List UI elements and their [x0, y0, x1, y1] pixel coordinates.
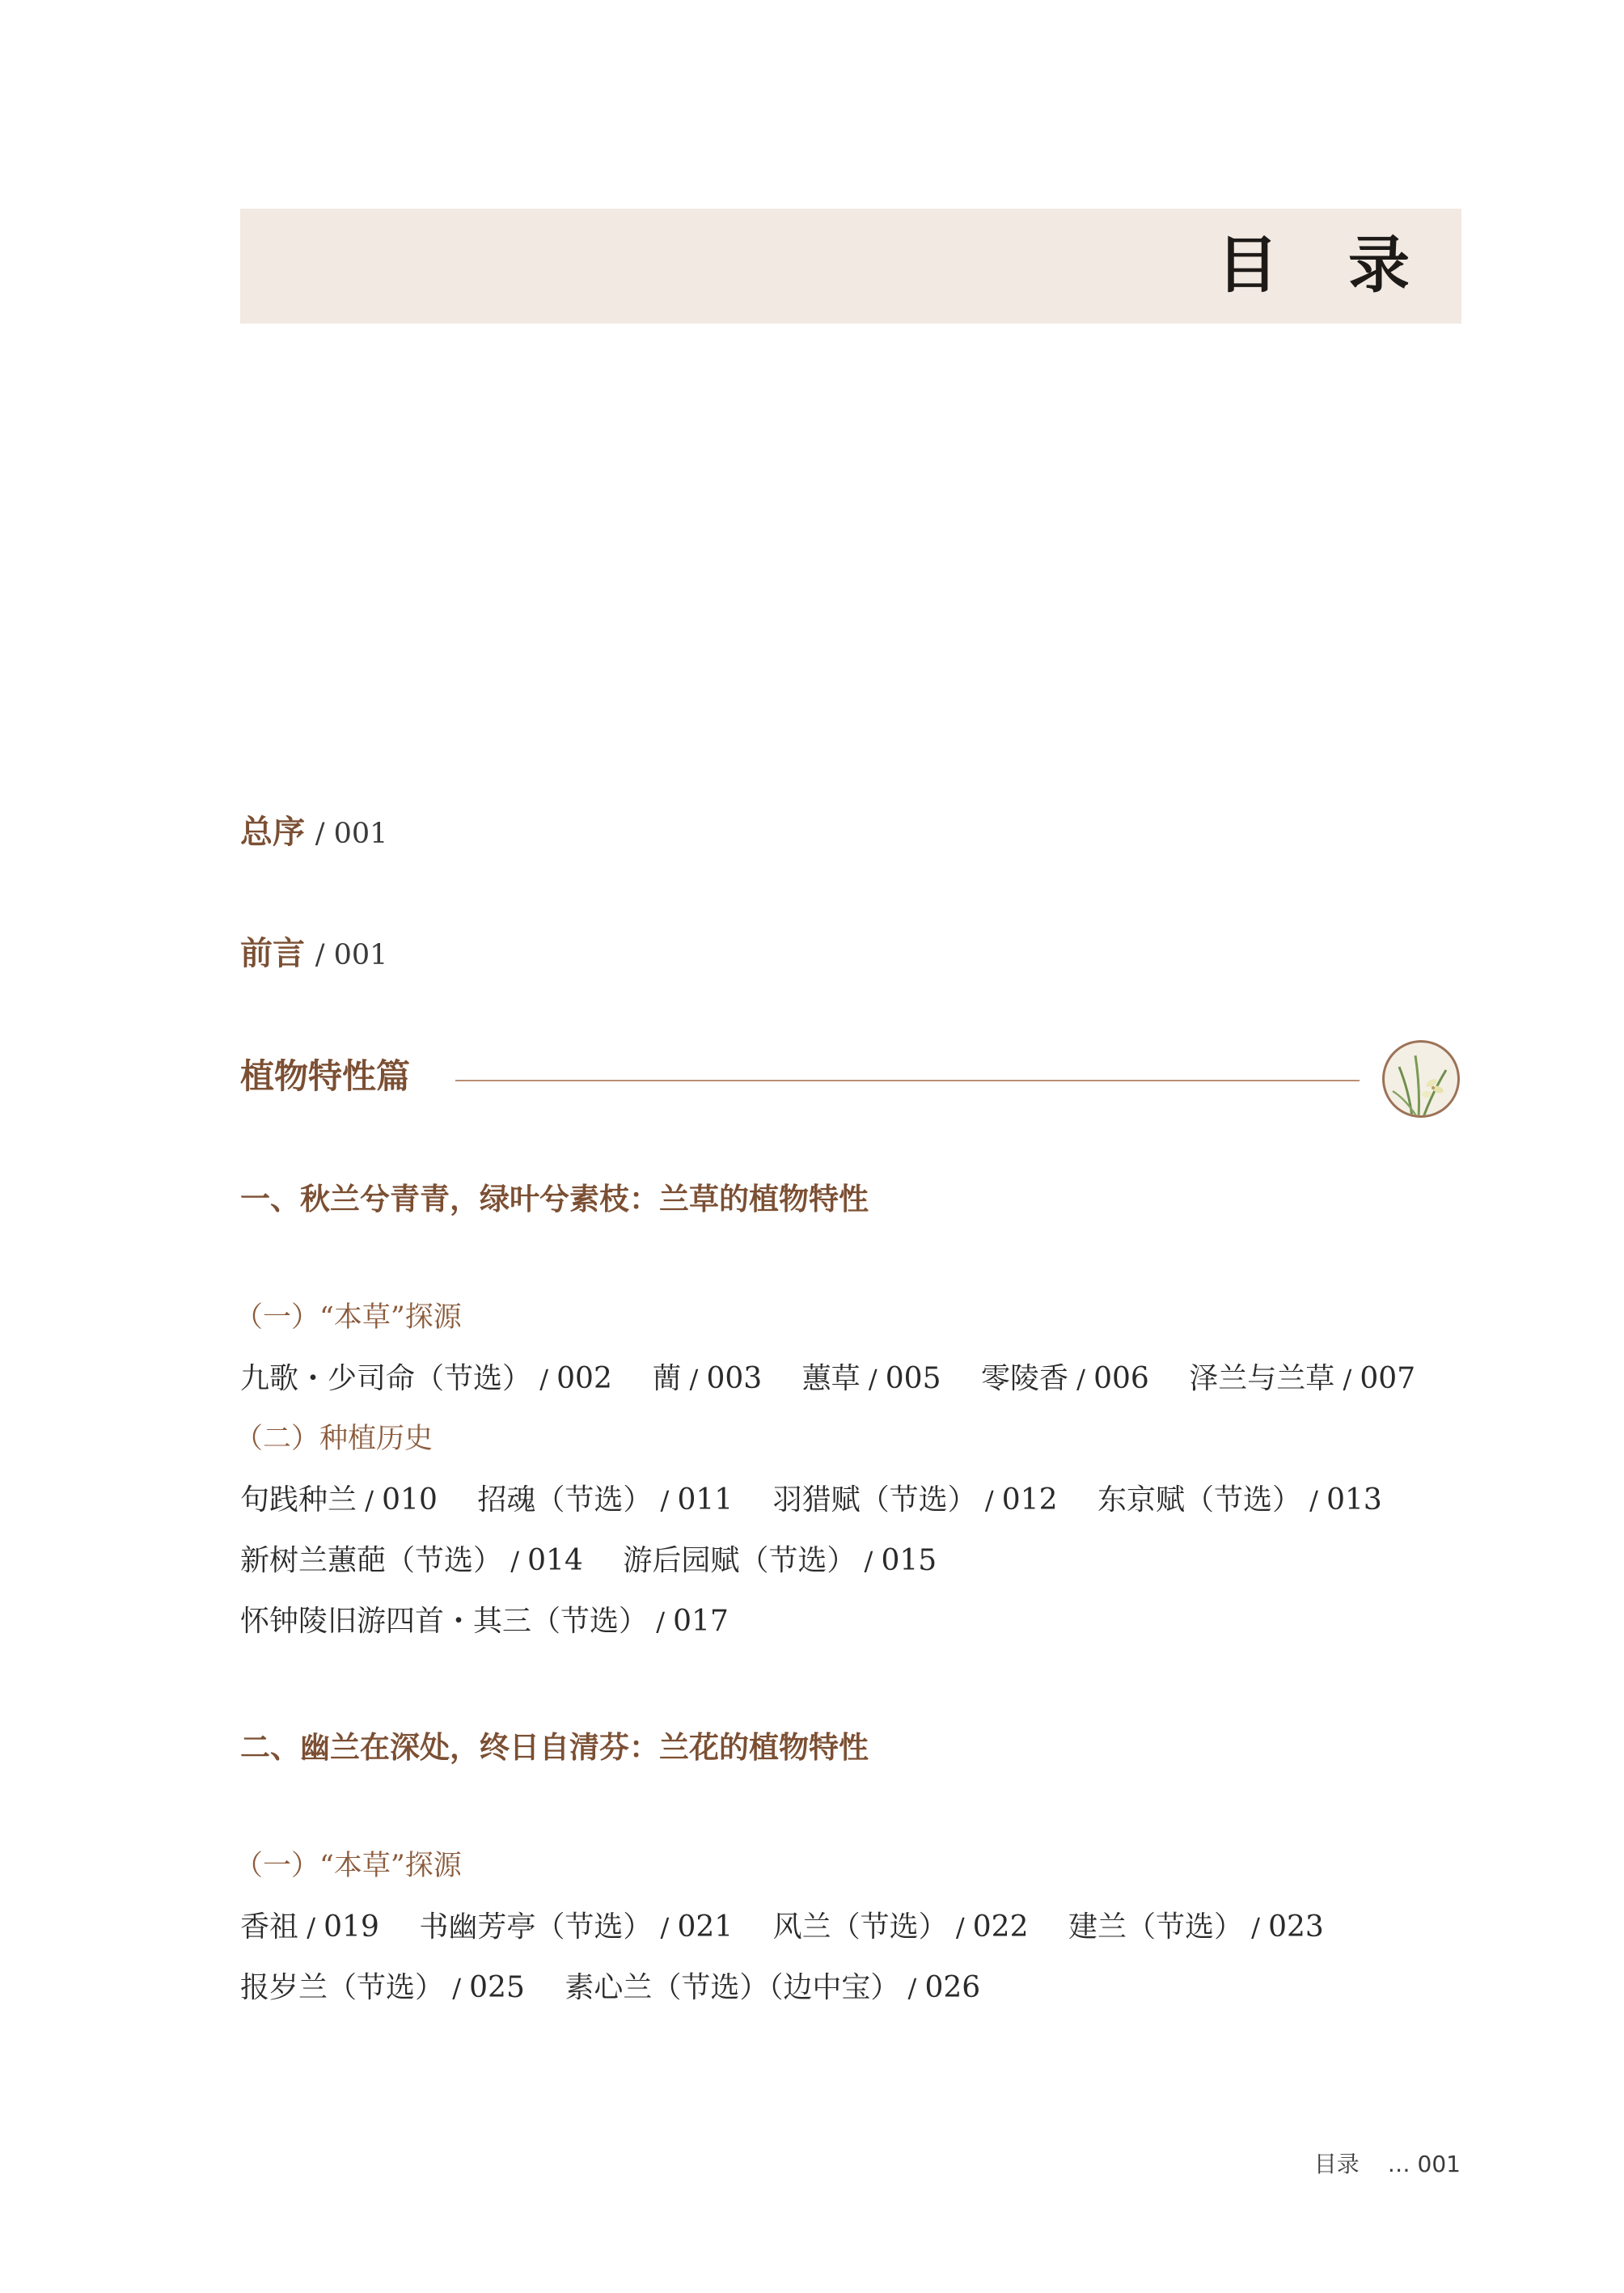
orchid-emblem-icon: [1382, 1040, 1460, 1118]
toc-line: [240, 1910, 1355, 1944]
section-title[interactable]: 植物特性篇: [240, 1056, 411, 1096]
toc-item[interactable]: 泽兰与兰草 / 007: [1189, 1362, 1416, 1395]
footer-page-number: 001: [1417, 2151, 1461, 2177]
toc-item[interactable]: 东京赋（节选） / 013: [1097, 1483, 1382, 1517]
toc-entry-page: / 001: [315, 818, 388, 850]
footer-dots: …: [1387, 2151, 1410, 2177]
toc-item[interactable]: 蕙草 / 005: [801, 1362, 941, 1395]
toc-entry-name: 总序: [240, 813, 305, 851]
toc-item[interactable]: 零陵香 / 006: [980, 1362, 1149, 1395]
toc-item[interactable]: 句践种兰 / 010: [240, 1483, 438, 1517]
page-footer: [1314, 2147, 1461, 2179]
title-band: [240, 209, 1461, 324]
toc-item[interactable]: 蕳 / 003: [652, 1362, 763, 1395]
section-divider: [455, 1080, 1360, 1081]
chapter-title-1[interactable]: 一、秋兰兮青青，绿叶兮素枝：兰草的植物特性: [240, 1181, 869, 1216]
toc-entry-preface-general[interactable]: [240, 813, 387, 852]
page-title: 目 录: [1216, 229, 1434, 301]
toc-line: [240, 1543, 967, 1578]
toc-line: [240, 1970, 1011, 2005]
toc-line: [240, 1604, 759, 1639]
toc-entry-name: 前言: [240, 934, 305, 972]
toc-item[interactable]: 招魂（节选） / 011: [477, 1483, 734, 1517]
toc-item[interactable]: 风兰（节选） / 022: [772, 1910, 1029, 1944]
subsection-title[interactable]: （一）“本草”探源: [235, 1301, 462, 1334]
toc-item[interactable]: 素心兰（节选）（边中宝） / 026: [565, 1971, 981, 2004]
toc-item[interactable]: 新树兰蕙葩（节选） / 014: [240, 1544, 583, 1577]
toc-item[interactable]: 建兰（节选） / 023: [1068, 1910, 1324, 1944]
footer-label: 目录: [1313, 2151, 1360, 2177]
toc-item[interactable]: 怀钟陵旧游四首・其三（节选） / 017: [240, 1605, 729, 1638]
toc-item[interactable]: 报岁兰（节选） / 025: [240, 1971, 525, 2004]
subsection-title[interactable]: （一）“本草”探源: [235, 1850, 462, 1882]
toc-item[interactable]: 游后园赋（节选） / 015: [623, 1544, 937, 1577]
subsection-title[interactable]: （二）种植历史: [235, 1423, 433, 1455]
toc-line: [240, 1483, 1413, 1517]
toc-entry-page: / 001: [315, 939, 388, 971]
toc-item[interactable]: 九歌・少司命（节选） / 002: [240, 1362, 612, 1395]
chapter-title-2[interactable]: 二、幽兰在深处，终日自清芬：兰花的植物特性: [240, 1729, 869, 1765]
toc-item[interactable]: 书幽芳亭（节选） / 021: [419, 1910, 734, 1944]
toc-entry-foreword[interactable]: [240, 934, 387, 973]
toc-line: [240, 1361, 1446, 1396]
toc-item[interactable]: 香祖 / 019: [240, 1910, 379, 1944]
toc-item[interactable]: 羽猎赋（节选） / 012: [772, 1483, 1058, 1517]
